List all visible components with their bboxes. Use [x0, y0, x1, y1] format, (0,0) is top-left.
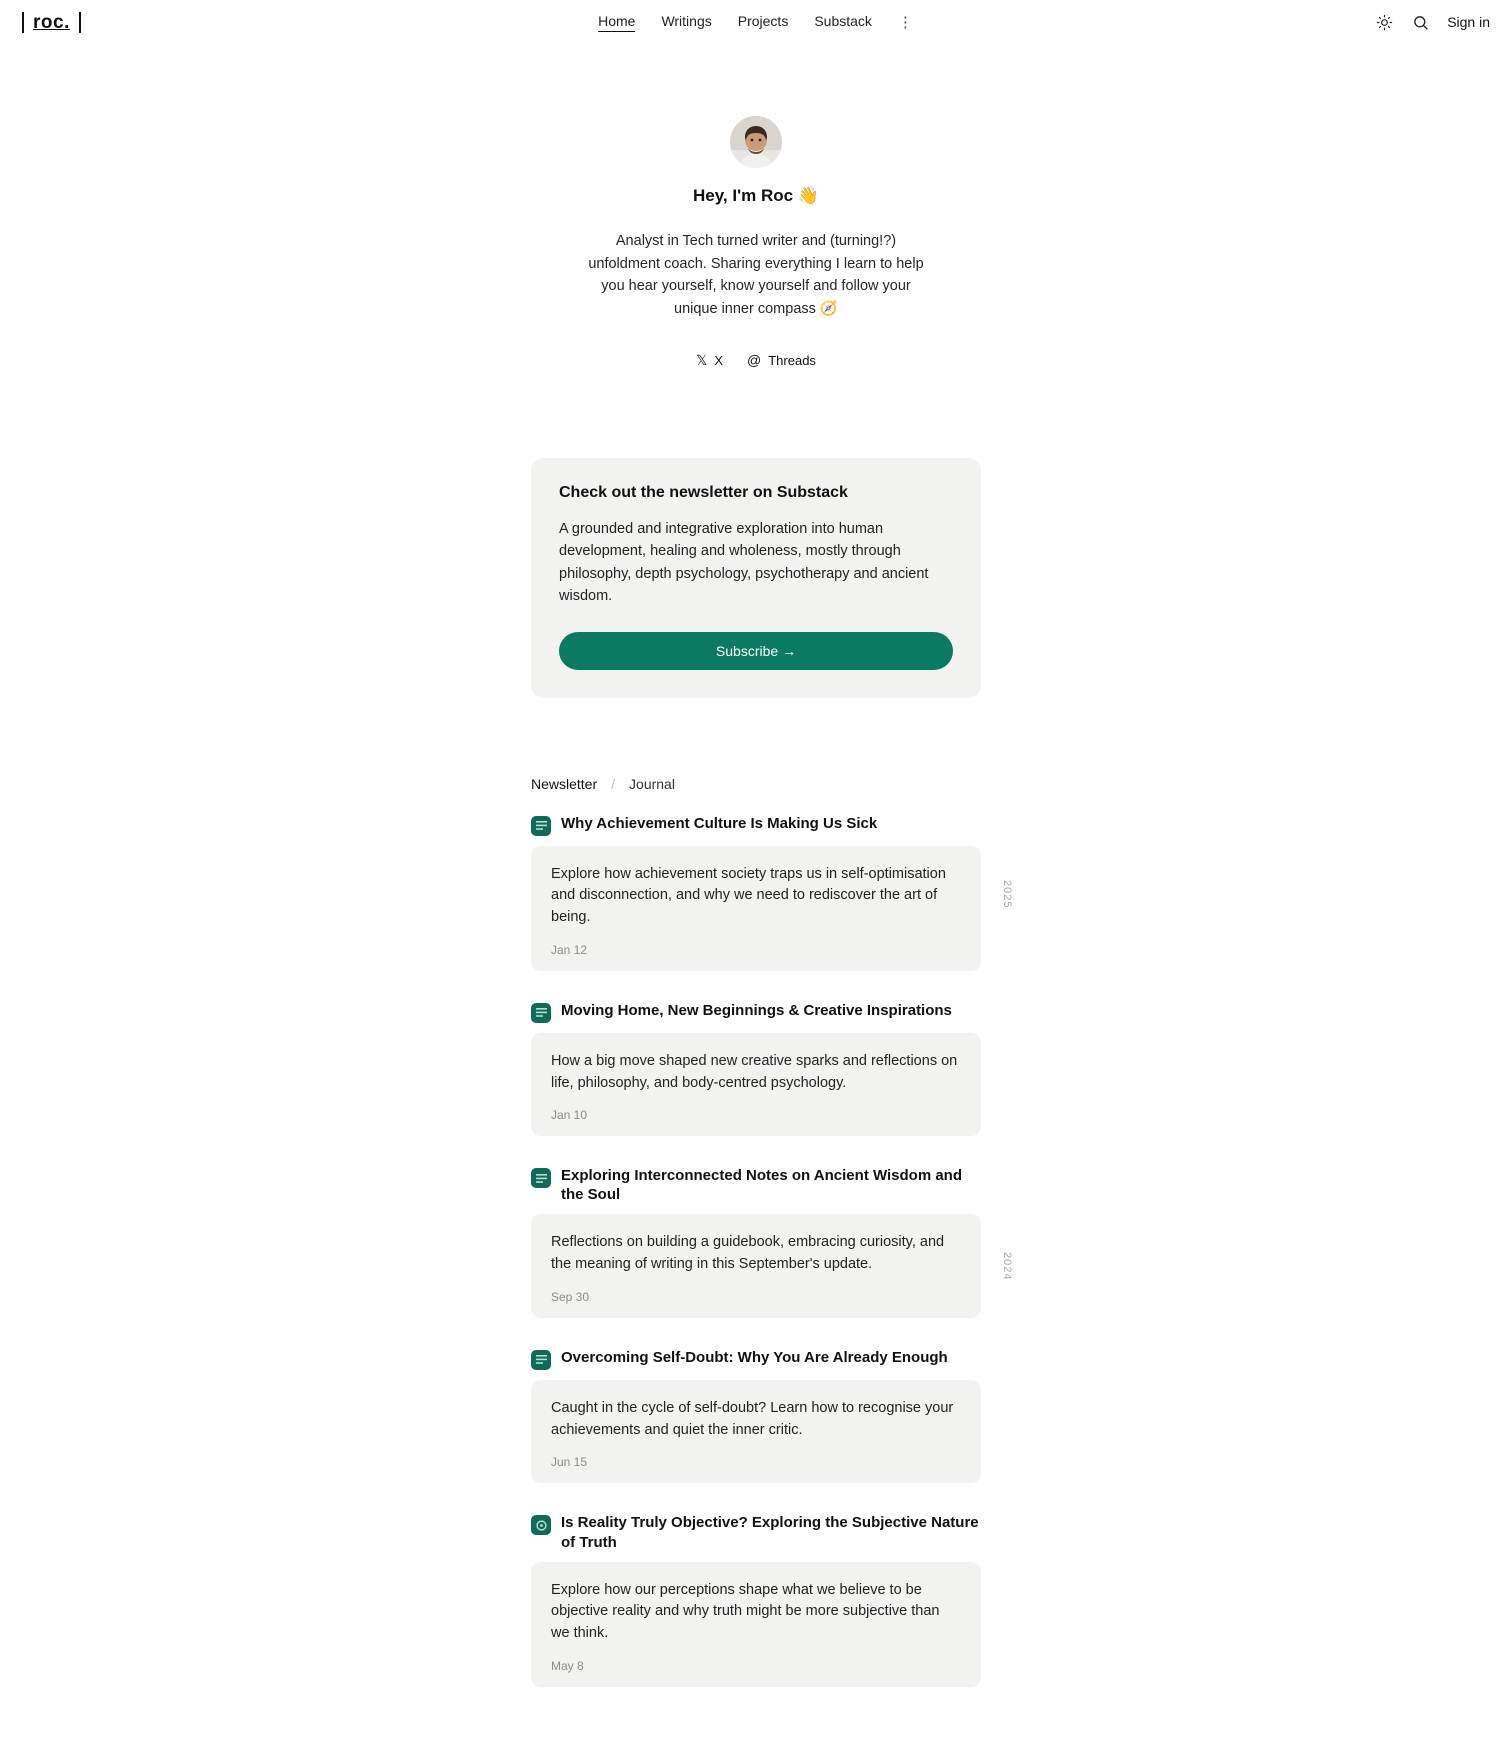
post-feed — [531, 792, 1013, 1687]
content-tabs — [531, 776, 981, 792]
social-link-threads[interactable] — [747, 353, 816, 368]
hero-bio: Analyst in Tech turned writer and (turning!?) unfoldment coach. Sharing everything I learn to help you hear yourself, know yourself and follow your unique inner compass 🧭 — [588, 233, 924, 317]
newsletter-card-title: Check out the newsletter on Substack — [559, 483, 848, 501]
nav-item-writings[interactable]: Writings — [661, 13, 712, 29]
newsletter-icon — [531, 1515, 551, 1535]
header-actions — [1375, 13, 1490, 31]
x-twitter-icon: 𝕏 — [696, 352, 708, 369]
sun-icon[interactable] — [1375, 13, 1393, 31]
list-item — [531, 1348, 981, 1484]
social-link-x-label: X — [714, 352, 724, 368]
post-description: Explore how achievement society traps us in self-optimisation and disconnection, and why we need to rediscover the art of being. — [551, 865, 946, 926]
site-header — [0, 0, 1512, 44]
post-date: Jun 15 — [551, 1455, 588, 1470]
newsletter-icon — [531, 1003, 551, 1023]
post-description: Reflections on building a guidebook, embracing curiosity, and the meaning of writing in this September's update. — [551, 1234, 945, 1273]
social-link-threads-label: Threads — [768, 352, 816, 368]
newsletter-icon — [531, 1168, 551, 1188]
sign-in-button[interactable]: Sign in — [1447, 14, 1490, 30]
newsletter-card-description: A grounded and integrative exploration into human development, healing and wholeness, mostly through philosophy, depth psychology, psychotherapy and ancient wisdom. — [559, 520, 929, 605]
post-description: Explore how our perceptions shape what we believe to be objective reality and why truth might be more subjective than we think. — [551, 1581, 940, 1642]
post-body — [531, 1033, 981, 1137]
page-title: Hey, I'm Roc 👋 — [693, 186, 819, 205]
social-links — [696, 353, 816, 368]
list-item — [531, 1513, 981, 1686]
post-body — [531, 1562, 981, 1687]
post-body — [531, 846, 981, 971]
primary-nav — [598, 13, 914, 32]
year-marker: 2024 — [1001, 1252, 1013, 1281]
post-title[interactable]: Moving Home, New Beginnings & Creative Inspirations — [561, 1001, 952, 1019]
nav-item-home[interactable]: Home — [598, 13, 635, 32]
nav-item-projects[interactable]: Projects — [737, 13, 789, 29]
post-description: Caught in the cycle of self-doubt? Learn how to recognise your achievements and quiet the inner critic. — [551, 1399, 954, 1438]
list-item — [531, 814, 1013, 971]
post-date: Jan 10 — [551, 1108, 588, 1123]
post-title[interactable]: Is Reality Truly Objective? Exploring the Subjective Nature of Truth — [561, 1514, 979, 1551]
site-logo[interactable] — [22, 12, 81, 33]
post-title[interactable]: Exploring Interconnected Notes on Ancient Wisdom and the Soul — [561, 1167, 963, 1204]
newsletter-card — [531, 458, 981, 698]
threads-icon: @ — [747, 352, 762, 369]
post-header — [531, 1001, 981, 1023]
post-header — [531, 1513, 981, 1551]
post-title[interactable]: Overcoming Self-Doubt: Why You Are Already Enough — [561, 1348, 948, 1366]
post-date: May 8 — [551, 1658, 584, 1673]
post-header — [531, 1348, 981, 1370]
newsletter-icon — [531, 1350, 551, 1370]
year-marker: 2025 — [1001, 879, 1013, 909]
post-header — [531, 1166, 981, 1204]
social-link-x[interactable] — [696, 353, 723, 368]
post-header — [531, 814, 981, 836]
avatar — [730, 116, 782, 168]
post-body — [531, 1380, 981, 1484]
list-item — [531, 1166, 1013, 1318]
post-title[interactable]: Why Achievement Culture Is Making Us Sick — [561, 814, 878, 832]
list-item — [531, 1001, 981, 1137]
tab-newsletter[interactable]: Newsletter — [531, 775, 598, 792]
search-icon[interactable] — [1411, 13, 1429, 31]
post-date: Sep 30 — [551, 1289, 590, 1304]
nav-item-substack[interactable]: Substack — [814, 13, 872, 29]
post-description: How a big move shaped new creative sparks and reflections on life, philosophy, and body-centred psychology. — [551, 1052, 958, 1091]
subscribe-button[interactable]: Subscribe → — [559, 632, 953, 670]
tab-separator: / — [611, 775, 616, 792]
hero-section — [0, 44, 1512, 368]
more-menu-icon[interactable]: ⋮ — [897, 13, 914, 31]
tab-journal[interactable]: Journal — [629, 775, 675, 792]
post-date: Jan 12 — [551, 942, 588, 957]
logo-text: roc. — [33, 11, 70, 33]
post-body — [531, 1214, 981, 1318]
newsletter-icon — [531, 816, 551, 836]
